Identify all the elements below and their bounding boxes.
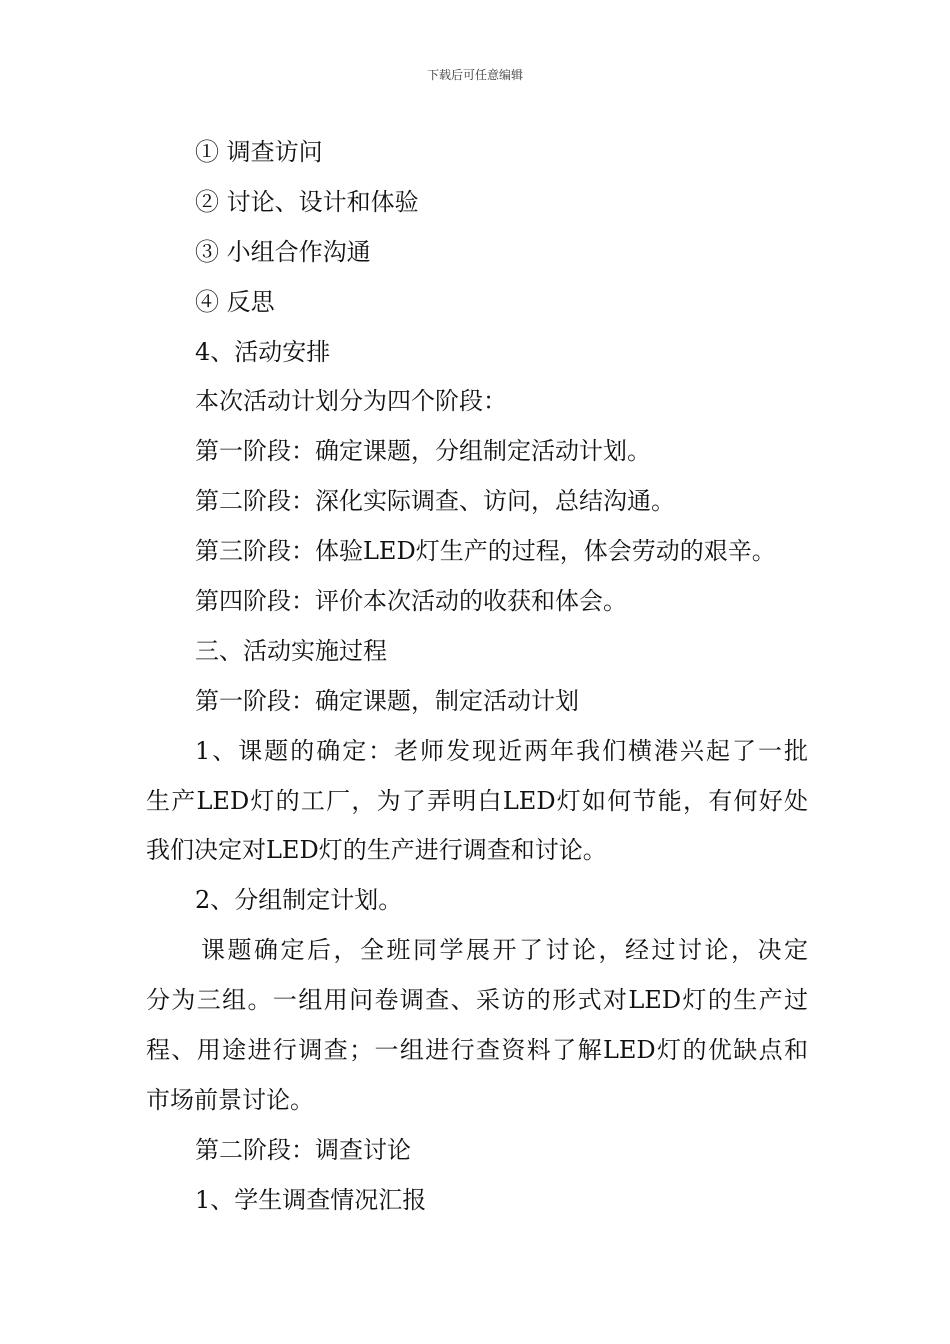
stage-one-line: 第一阶段：确定课题，分组制定活动计划。 [195, 437, 651, 466]
list-item-reflection: ④ 反思 [195, 287, 275, 316]
paragraph-line: 市场前景讨论。 [146, 1085, 314, 1114]
paragraph-line: 本次活动计划分为四个阶段： [195, 387, 507, 416]
paragraph-line: 课题确定后，全班同学展开了讨论，经过讨论，决定 [201, 936, 808, 965]
subsection-heading-stage-two: 第二阶段：调查讨论 [195, 1135, 411, 1164]
list-item-discussion: ② 讨论、设计和体验 [195, 187, 419, 216]
subsection-heading-report: 1、学生调查情况汇报 [195, 1185, 427, 1214]
stage-two-line: 第二阶段：深化实际调查、访问，总结沟通。 [195, 487, 675, 516]
paragraph-line: 我们决定对LED灯的生产进行调查和讨论。 [146, 836, 607, 865]
stage-four-line: 第四阶段：评价本次活动的收获和体会。 [195, 587, 627, 616]
list-item-survey: ① 调查访问 [195, 138, 323, 166]
section-heading-implementation: 三、活动实施过程 [195, 636, 387, 665]
subsection-heading-stage-one: 第一阶段：确定课题，制定活动计划 [195, 686, 579, 715]
stage-three-line: 第三阶段：体验LED灯生产的过程，体会劳动的艰辛。 [195, 537, 776, 566]
paragraph-line: 生产LED灯的工厂，为了弄明白LED灯如何节能，有何好处 [146, 786, 808, 815]
page-header: 下载后可任意编辑 [426, 68, 523, 82]
section-heading-activity-arrangement: 4、活动安排 [195, 337, 331, 366]
subsection-heading-grouping: 2、分组制定计划。 [195, 886, 403, 915]
paragraph-line: 分为三组。一组用问卷调查、采访的形式对LED灯的生产过 [146, 986, 808, 1015]
paragraph-line: 程、用途进行调查；一组进行查资料了解LED灯的优缺点和 [146, 1036, 808, 1065]
paragraph-line: 1、课题的确定：老师发现近两年我们横港兴起了一批 [195, 736, 808, 765]
document-body [146, 128, 808, 1226]
list-item-group-cooperation: ③ 小组合作沟通 [195, 237, 371, 266]
